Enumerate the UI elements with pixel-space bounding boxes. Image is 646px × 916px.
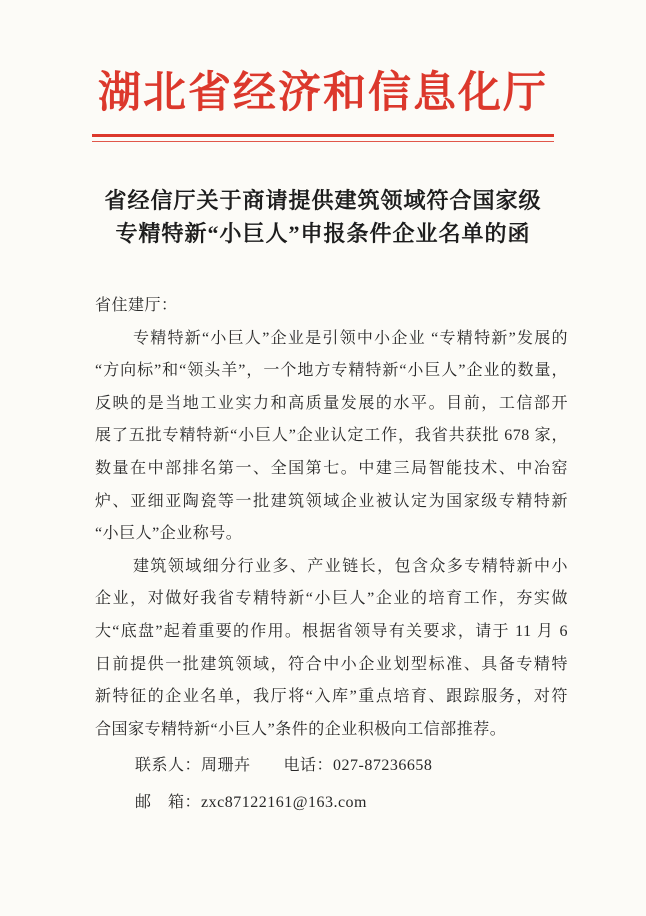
body-line: “方向标”和“领头羊”，一个地方专精特新“小巨人”企业的数量， xyxy=(95,362,568,380)
contact-person-line: 联系人：周珊卉 电话：027-87236658 xyxy=(135,757,433,775)
body-line: 大“底盘”起着重要的作用。根据省领导有关要求，请于 11 月 6 xyxy=(95,622,568,640)
letterhead-divider xyxy=(92,134,554,142)
body-line: 专精特新“小巨人”企业是引领中小企业 “专精特新”发展的 xyxy=(133,329,568,347)
body-line: 反映的是当地工业实力和高质量发展的水平。目前，工信部开 xyxy=(95,394,568,412)
body-line: 展了五批专精特新“小巨人”企业认定工作，我省共获批 678 家， xyxy=(95,427,568,445)
body-line: 新特征的企业名单，我厅将“入库”重点培育、跟踪服务，对符 xyxy=(95,688,568,706)
contact-email-line: 邮 箱：zxc87122161@163.com xyxy=(135,793,367,811)
body-line: 建筑领域细分行业多、产业链长，包含众多专精特新中小 xyxy=(133,557,568,575)
divider-thin-line xyxy=(92,141,554,142)
body-line: 炉、亚细亚陶瓷等一批建筑领域企业被认定为国家级专精特新 xyxy=(95,492,568,510)
body-line: 企业，对做好我省专精特新“小巨人”企业的培育工作，夯实做 xyxy=(95,590,568,608)
document-title-line1: 省经信厅关于商请提供建筑领域符合国家级 xyxy=(104,188,542,213)
divider-thick-line xyxy=(92,134,554,137)
document-body xyxy=(95,290,568,820)
document-title xyxy=(23,184,623,250)
body-line: “小巨人”企业称号。 xyxy=(95,525,243,543)
document-title-line2: 专精特新“小巨人”申报条件企业名单的函 xyxy=(115,221,531,246)
body-line: 日前提供一批建筑领域，符合中小企业划型标准、具备专精特 xyxy=(95,655,568,673)
body-line: 合国家专精特新“小巨人”条件的企业积极向工信部推荐。 xyxy=(95,720,507,738)
salutation: 省住建厅： xyxy=(95,297,178,314)
body-line: 数量在中部排名第一、全国第七。中建三局智能技术、中冶窑 xyxy=(95,459,568,477)
letterhead-org-name: 湖北省经济和信息化厅 xyxy=(98,70,548,117)
